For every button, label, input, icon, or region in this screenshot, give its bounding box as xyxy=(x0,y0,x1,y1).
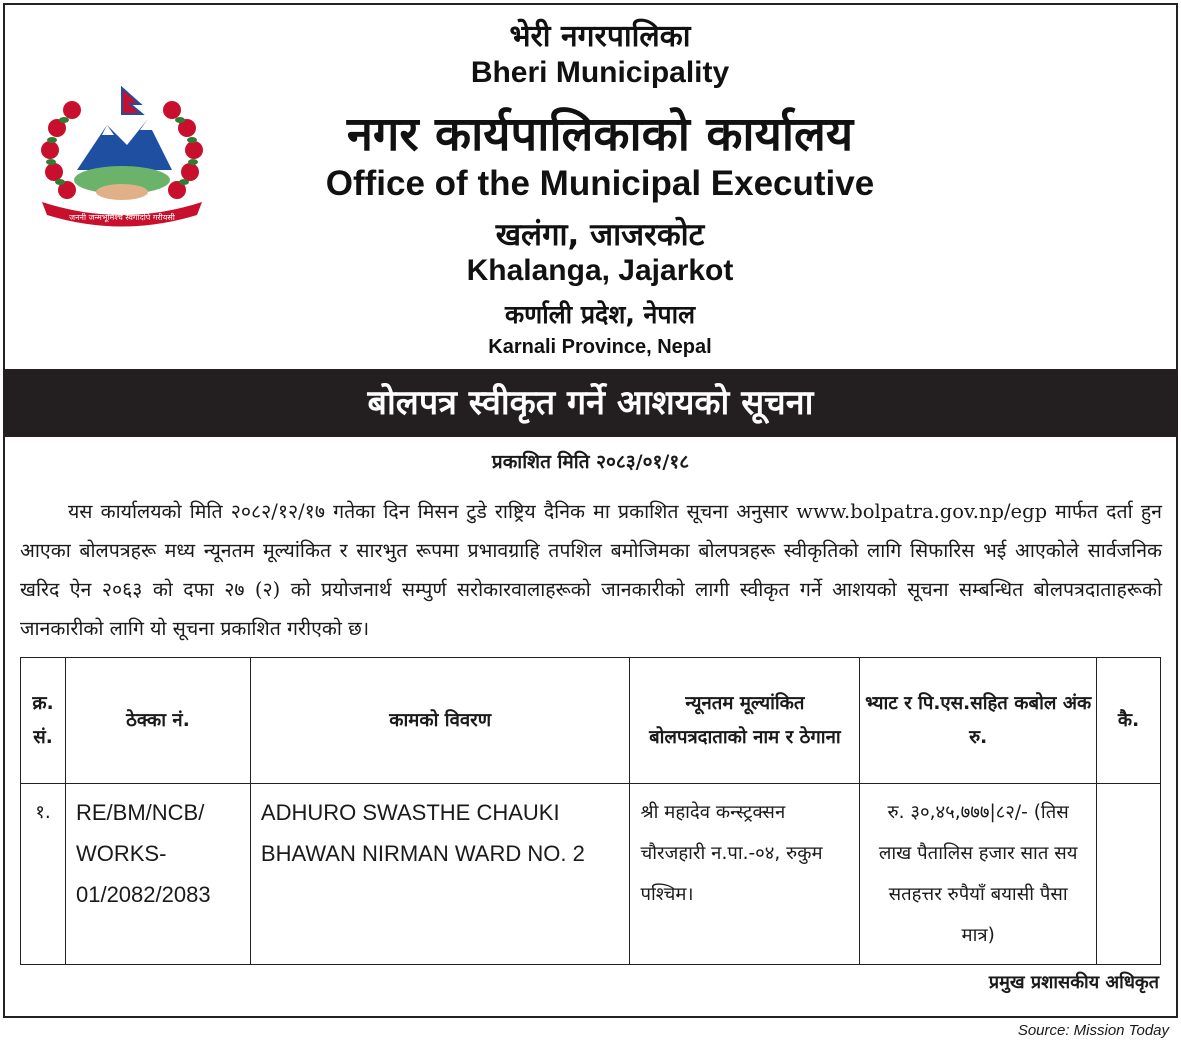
municipality-name-np: भेरी नगरपालिका xyxy=(509,19,691,54)
header-description: कामको विवरण xyxy=(250,658,630,784)
cell-amount: रु. ३०,४५,७७७|८२/- (तिस लाख पैतालिस हजार सात सय सतहत्तर रुपैयाँ बयासी पैसा मात्र) xyxy=(860,784,1097,965)
published-date: प्रकाशित मिति २०८३/०१/१८ xyxy=(491,451,690,473)
header-contract-no: ठेक्का नं. xyxy=(65,658,250,784)
province-np: कर्णाली प्रदेश, नेपाल xyxy=(504,300,696,329)
table-header-row xyxy=(21,658,1161,784)
office-name-en: Office of the Municipal Executive xyxy=(325,164,875,203)
location-np: खलंगा, जाजरकोट xyxy=(495,217,705,253)
location-en: Khalanga, Jajarkot xyxy=(466,254,734,287)
municipality-name-en: Bheri Municipality xyxy=(470,56,730,89)
header-sn: क्र. सं. xyxy=(21,658,66,784)
cell-remarks xyxy=(1097,784,1161,965)
nepal-government-emblem-icon xyxy=(32,80,212,230)
header-amount: भ्याट र पि.एस.सहित कबोल अंक रु. xyxy=(860,658,1097,784)
province-en: Karnali Province, Nepal xyxy=(488,336,712,358)
emblem-motto: जननी जन्मभूमिश्च स्वर्गादपि गरीयसी xyxy=(69,213,175,222)
cell-description: ADHURO SWASTHE CHAUKI BHAWAN NIRMAN WARD NO. 2 xyxy=(250,784,630,965)
header-bidder: न्यूनतम मूल्यांकित बोलपत्रदाताको नाम र ठेगाना xyxy=(630,658,860,784)
cell-bidder: श्री महादेव कन्स्ट्रक्सन चौरजहारी न.पा.-०४, रुकुम पश्चिम। xyxy=(630,784,860,965)
table-row xyxy=(21,784,1161,965)
notice-title-banner: बोलपत्र स्वीकृत गर्ने आशयको सूचना xyxy=(3,369,1178,437)
notice-body: यस कार्यालयको मिति २०८२/१२/१७ गतेका दिन मिसन टुडे राष्ट्रिय दैनिक मा प्रकाशित सूचना अनुसार www.bolpatra.gov.np/egp मार्फत दर्ता हुन आएका बोलपत्रहरू मध्य न्यूनतम मूल्यांकित र सारभुत रूपमा प्रभावग्राहि तपशिल बमोजिमका बोलपत्रहरू स्वीकृतिको लागि सिफारिस भई आएकोले सार्वजनिक खरिद ऐन २०६३ को दफा २७ (२) को प्रयोजनार्थ सम्पुर्ण सरोकारवालाहरूको जानकारीको लागी स्वीकृत गर्ने आशयको सूचना सम्बन्धित बोलपत्रदाताहरूको जानकारीको लागि यो सूचना प्रकाशित गरीएको छ। xyxy=(20,500,1162,640)
source-credit: Source: Mission Today xyxy=(1017,1022,1169,1039)
cell-contract-no: RE/BM/NCB/ WORKS- 01/2082/2083 xyxy=(65,784,250,965)
signatory-title: प्रमुख प्रशासकीय अधिकृत xyxy=(988,972,1159,993)
bid-table xyxy=(20,657,1161,965)
header-remarks: कै. xyxy=(1097,658,1161,784)
cell-sn: १. xyxy=(21,784,66,965)
office-name-np: नगर कार्यपालिकाको कार्यालय xyxy=(346,107,854,162)
